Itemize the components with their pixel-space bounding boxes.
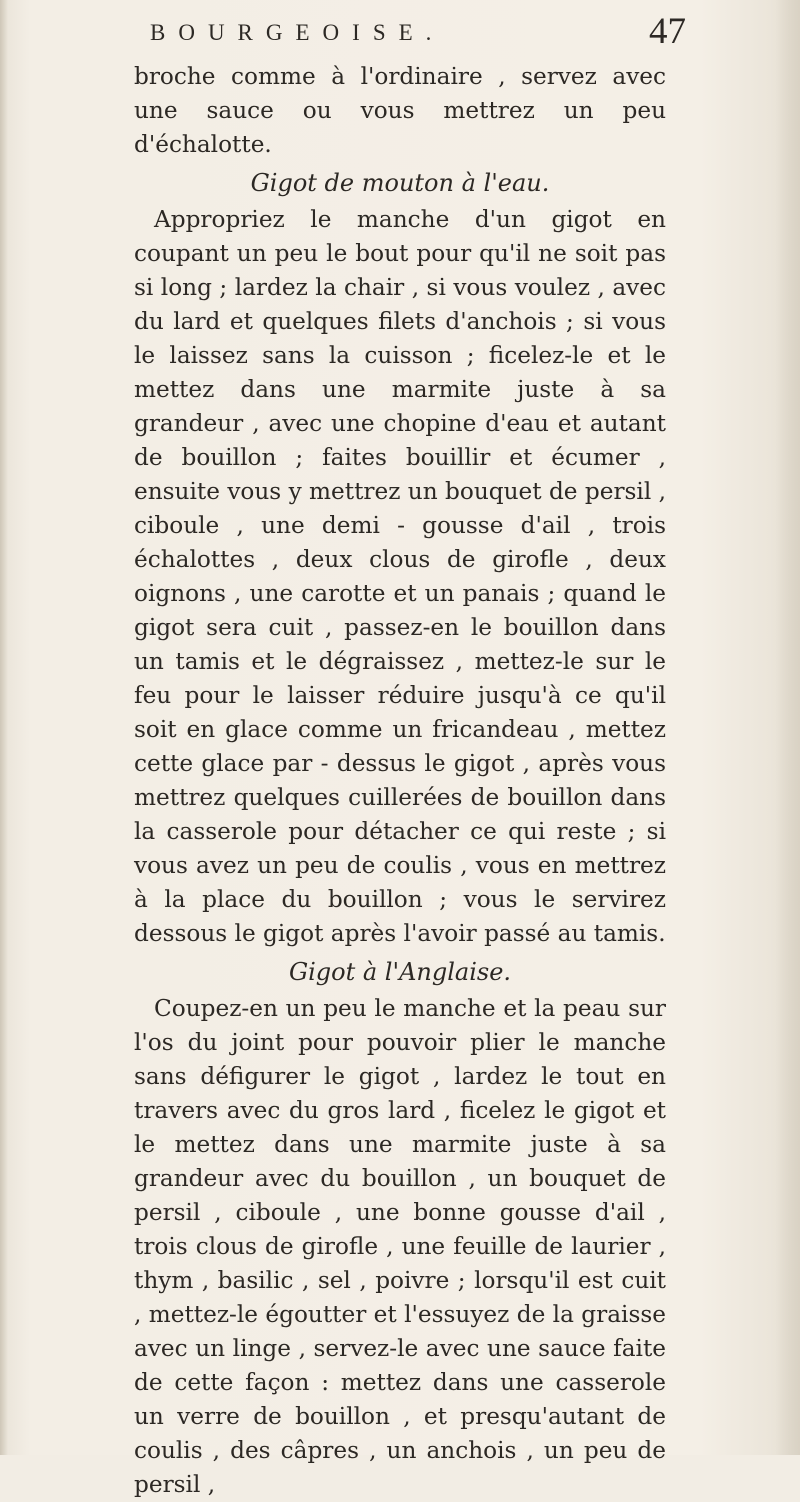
running-header bbox=[150, 8, 690, 58]
page-edge bbox=[776, 0, 800, 1455]
text-column bbox=[134, 60, 666, 1502]
recipe-heading-gigot-a-leau: Gigot de mouton à l'eau. bbox=[250, 169, 550, 197]
recipe-text-gigot-anglaise: Coupez-en un peu le manche et la peau sur l'os du joint pour pouvoir plier le manche sans défigurer le gigot , lardez le tout en travers avec du gros lard , ficelez le gigot et le mettez dans une marmite juste à sa grandeur avec du bouillon , un bouquet de persil , ciboule , une bonne gousse d'ail , trois clous de girofle , une feuille de laurier , thym , basilic , sel , poivre ; lorsqu'il est cuit , mettez-le égoutter et l'essuyez de la graisse avec un linge , servez-le avec une sauce faite de cette façon : mettez dans une casserole un verre de bouillon , et presqu'autant de coulis , des câpres , un anchois , un peu de persil , bbox=[134, 995, 666, 1498]
recipe-heading-gigot-anglaise: Gigot à l'Anglaise. bbox=[288, 958, 512, 986]
running-title: BOURGEOISE. bbox=[150, 20, 445, 45]
page-number: 47 bbox=[649, 11, 686, 52]
paragraph-intro: broche comme à l'ordinaire , servez avec une sauce ou vous mettrez un peu d'échalotte. bbox=[134, 63, 666, 158]
binding-shadow bbox=[0, 0, 8, 1455]
recipe-text-gigot-a-leau: Appropriez le manche d'un gigot en coupant un peu le bout pour qu'il ne soit pas si long ; lardez la chair , si vous voulez , avec du lard et quelques filets d'anchois ; si vous le laissez sans la cuisson ; ficelez-le et le mettez dans une marmite juste à sa grandeur , avec une chopine d'eau et autant de bouillon ; faites bouillir et écumer , ensuite vous y mettrez un bouquet de persil , ciboule , une demi - gousse d'ail , trois échalottes , deux clous de girofle , deux oignons , une carotte et un panais ; quand le gigot sera cuit , passez-en le bouillon dans un tamis et le dégraissez , mettez-le sur le feu pour le laisser réduire jusqu'à ce qu'il soit en glace comme un fricandeau , mettez cette glace par - dessus le gigot , après vous mettrez quelques cuillerées de bouillon dans la casserole pour détacher ce qui reste ; si vous avez un peu de coulis , vous en mettrez à la place du bouillon ; vous le servirez dessous le gigot après l'avoir passé au tamis. bbox=[134, 206, 667, 947]
